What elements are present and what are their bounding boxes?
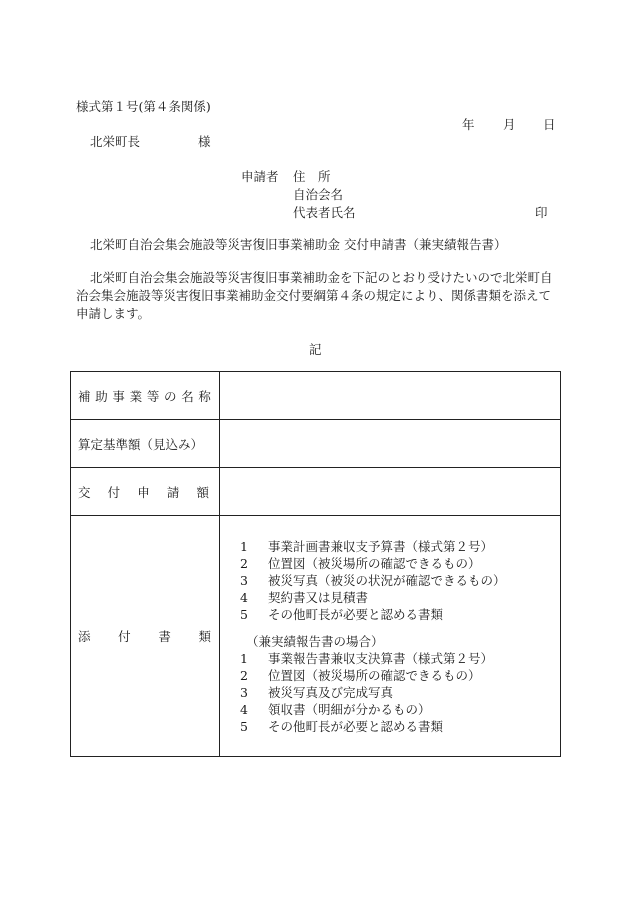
list-item-text: 事業報告書兼収支決算書（様式第２号） (268, 650, 494, 666)
date-day-label: 日 (543, 117, 556, 132)
list-item-number: 4 (240, 701, 248, 717)
label-char: 称 (198, 388, 211, 404)
list-item (240, 650, 560, 667)
list-item-text: 領収書（明細が分かるもの） (268, 701, 431, 717)
label-char: 申 (137, 484, 150, 500)
list-item (240, 718, 560, 735)
form-number: 様式第１号(第４条関係) (76, 99, 211, 114)
list-item-number: 1 (240, 650, 248, 666)
label-char: 事 (112, 388, 125, 404)
list-item-text: 位置図（被災場所の確認できるもの） (268, 555, 481, 571)
label-char: 添 (78, 629, 91, 644)
label-char: 交 (78, 484, 91, 500)
label-char: 請 (166, 484, 180, 500)
list-item (240, 589, 560, 606)
report-case-heading: （兼実績報告書の場合） (246, 633, 384, 649)
date-month-label: 月 (503, 117, 516, 132)
list-item (240, 555, 560, 572)
list-item (240, 667, 560, 684)
standard-amount-label (71, 420, 220, 468)
list-item (240, 572, 560, 589)
label-char: 名 (181, 388, 194, 404)
application-table (70, 371, 561, 757)
label-char: の (164, 388, 177, 404)
attachments-label (71, 516, 220, 757)
date-year-label: 年 (462, 117, 475, 132)
addressee: 北栄町長 (90, 134, 141, 149)
list-item-text: その他町長が必要と認める書類 (268, 718, 444, 734)
list-item-number: 3 (240, 572, 248, 588)
label-char: 等 (146, 388, 160, 404)
list-item (240, 606, 560, 623)
label-char: 付 (118, 629, 131, 644)
list-item (240, 684, 560, 701)
association-name-label: 自治会名 (293, 187, 344, 202)
ki-heading: 記 (309, 342, 322, 357)
label-char: 書 (158, 629, 171, 644)
standard-amount-value[interactable] (220, 420, 561, 468)
list-item-number: 3 (240, 684, 248, 700)
list-item-text: 契約書又は見積書 (268, 589, 369, 605)
attachments-list-cell (220, 516, 561, 757)
project-name-label (71, 372, 220, 420)
list-item-number: 4 (240, 589, 248, 605)
body-text: 北栄町自治会集会施設等災害復旧事業補助金を下記のとおり受けたいので北栄町自治会集会施設等災害復旧事業補助金交付要綱第４条の規定により、関係書類を添えて申請します。 (76, 270, 553, 321)
list-item-number: 2 (240, 667, 248, 683)
label-char: 補 (78, 388, 91, 404)
document-title: 北栄町自治会集会施設等災害復旧事業補助金 交付申請書（兼実績報告書） (90, 237, 507, 252)
attachments-list (220, 538, 560, 735)
table-row (71, 468, 561, 516)
list-item-text: 位置図（被災場所の確認できるもの） (268, 667, 481, 683)
list-item-text: その他町長が必要と認める書類 (268, 606, 444, 622)
list-item-number: 5 (240, 606, 248, 622)
list-item (240, 701, 560, 718)
seal-mark: 印 (535, 205, 548, 220)
standard-amount-label-text: 算定基準額（見込み） (78, 436, 204, 452)
list-item (240, 538, 560, 555)
table-row (71, 372, 561, 420)
address-label: 住 所 (293, 169, 331, 184)
list-item-text: 被災写真（被災の状況が確認できるもの） (268, 572, 506, 588)
applicant-label: 申請者 (241, 169, 279, 184)
list-item-text: 事業計画書兼収支予算書（様式第２号） (268, 538, 494, 554)
table-row (71, 420, 561, 468)
label-char: 類 (198, 629, 211, 644)
table-row (71, 516, 561, 757)
label-char: 業 (129, 388, 143, 404)
list-item-text: 被災写真及び完成写真 (268, 684, 394, 700)
label-char: 助 (95, 388, 108, 404)
representative-name-label: 代表者氏名 (293, 205, 356, 220)
label-char: 付 (107, 484, 121, 500)
grant-amount-value[interactable] (220, 468, 561, 516)
label-char: 額 (196, 484, 209, 500)
list-item-number: 1 (240, 538, 248, 554)
honorific: 様 (198, 134, 211, 149)
list-item-number: 2 (240, 555, 248, 571)
grant-amount-label (71, 468, 220, 516)
project-name-value[interactable] (220, 372, 561, 420)
list-item-number: 5 (240, 718, 248, 734)
